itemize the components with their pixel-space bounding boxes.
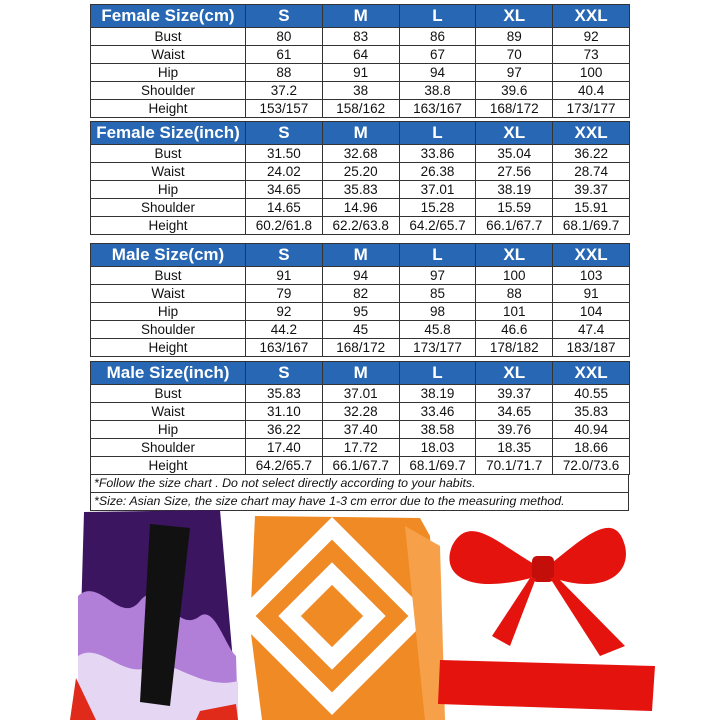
table-header-row: [91, 5, 630, 28]
table-cell: 34.65: [476, 403, 553, 421]
table-cell: 45: [322, 321, 399, 339]
size-header: M: [322, 362, 399, 385]
size-header: XXL: [553, 362, 630, 385]
size-header: S: [246, 122, 323, 145]
row-label: Hip: [91, 303, 246, 321]
table-cell: 40.94: [553, 421, 630, 439]
table-row: [91, 181, 630, 199]
table-cell: 88: [246, 64, 323, 82]
table-cell: 163/167: [399, 100, 476, 118]
row-label: Hip: [91, 181, 246, 199]
table-cell: 64: [322, 46, 399, 64]
table-row: [91, 64, 630, 82]
table-cell: 17.72: [322, 439, 399, 457]
table-row: [91, 385, 630, 403]
table-cell: 15.91: [553, 199, 630, 217]
table-cell: 38.8: [399, 82, 476, 100]
table-cell: 15.59: [476, 199, 553, 217]
table-row: [91, 403, 630, 421]
table-cell: 18.66: [553, 439, 630, 457]
table-cell: 18.35: [476, 439, 553, 457]
row-label: Height: [91, 457, 246, 475]
table-header-row: [91, 244, 630, 267]
table-row: [91, 339, 630, 357]
table-cell: 64.2/65.7: [246, 457, 323, 475]
table-cell: 26.38: [399, 163, 476, 181]
table-cell: 36.22: [246, 421, 323, 439]
row-label: Shoulder: [91, 439, 246, 457]
table-cell: 33.46: [399, 403, 476, 421]
table-cell: 64.2/65.7: [399, 217, 476, 235]
size-header: S: [246, 244, 323, 267]
size-header: M: [322, 122, 399, 145]
size-header: XXL: [553, 244, 630, 267]
size-header: XXL: [553, 5, 630, 28]
table-cell: 32.28: [322, 403, 399, 421]
table-row: [91, 303, 630, 321]
table-cell: 61: [246, 46, 323, 64]
table-cell: 35.83: [322, 181, 399, 199]
table-cell: 37.01: [322, 385, 399, 403]
table-cell: 103: [553, 267, 630, 285]
table-row: [91, 145, 630, 163]
table-cell: 95: [322, 303, 399, 321]
note-asian-size: *Size: Asian Size, the size chart may have 1-3 cm error due to the measuring method.: [91, 492, 628, 510]
table-cell: 60.2/61.8: [246, 217, 323, 235]
table-cell: 31.50: [246, 145, 323, 163]
purple-wave-robe-photo: [70, 510, 238, 720]
table-row: [91, 46, 630, 64]
table-cell: 62.2/63.8: [322, 217, 399, 235]
table-cell: 39.37: [553, 181, 630, 199]
table-cell: 15.28: [399, 199, 476, 217]
table-cell: 100: [553, 64, 630, 82]
table-cell: 38: [322, 82, 399, 100]
row-label: Height: [91, 339, 246, 357]
table-cell: 163/167: [246, 339, 323, 357]
table-cell: 83: [322, 28, 399, 46]
table-title: Female Size(inch): [91, 122, 246, 145]
male-size-cm-table: [90, 243, 630, 357]
size-header: XL: [476, 5, 553, 28]
table-cell: 39.76: [476, 421, 553, 439]
table-cell: 38.19: [476, 181, 553, 199]
table-cell: 33.86: [399, 145, 476, 163]
row-label: Waist: [91, 285, 246, 303]
table-cell: 86: [399, 28, 476, 46]
table-cell: 17.40: [246, 439, 323, 457]
row-label: Height: [91, 217, 246, 235]
table-cell: 34.65: [246, 181, 323, 199]
table-cell: 38.58: [399, 421, 476, 439]
size-header: M: [322, 244, 399, 267]
table-cell: 38.19: [399, 385, 476, 403]
row-label: Hip: [91, 64, 246, 82]
table-cell: 94: [399, 64, 476, 82]
table-cell: 94: [322, 267, 399, 285]
table-cell: 82: [322, 285, 399, 303]
orange-spiral-garment-photo: [233, 516, 445, 720]
size-header: XXL: [553, 122, 630, 145]
table-cell: 101: [476, 303, 553, 321]
table-cell: 27.56: [476, 163, 553, 181]
male-size-inch-table: [90, 361, 630, 475]
row-label: Shoulder: [91, 82, 246, 100]
table-header-row: [91, 122, 630, 145]
table-row: [91, 199, 630, 217]
table-cell: 173/177: [553, 100, 630, 118]
row-label: Hip: [91, 421, 246, 439]
size-header: L: [399, 5, 476, 28]
size-header: XL: [476, 362, 553, 385]
size-header: L: [399, 362, 476, 385]
table-cell: 44.2: [246, 321, 323, 339]
table-row: [91, 217, 630, 235]
table-row: [91, 100, 630, 118]
table-cell: 72.0/73.6: [553, 457, 630, 475]
table-cell: 68.1/69.7: [399, 457, 476, 475]
female-size-inch-table: [90, 121, 630, 235]
size-header: L: [399, 122, 476, 145]
table-cell: 18.03: [399, 439, 476, 457]
table-cell: 31.10: [246, 403, 323, 421]
table-cell: 183/187: [553, 339, 630, 357]
table-cell: 45.8: [399, 321, 476, 339]
table-cell: 100: [476, 267, 553, 285]
table-cell: 37.2: [246, 82, 323, 100]
table-cell: 178/182: [476, 339, 553, 357]
table-cell: 70.1/71.7: [476, 457, 553, 475]
table-cell: 73: [553, 46, 630, 64]
product-photos: [0, 506, 720, 720]
table-title: Female Size(cm): [91, 5, 246, 28]
table-cell: 14.65: [246, 199, 323, 217]
table-cell: 35.83: [246, 385, 323, 403]
table-cell: 40.4: [553, 82, 630, 100]
size-header: L: [399, 244, 476, 267]
table-title: Male Size(inch): [91, 362, 246, 385]
row-label: Bust: [91, 145, 246, 163]
red-sash-photo: [438, 660, 655, 711]
table-cell: 91: [553, 285, 630, 303]
table-cell: 37.01: [399, 181, 476, 199]
table-cell: 70: [476, 46, 553, 64]
table-cell: 92: [553, 28, 630, 46]
table-row: [91, 28, 630, 46]
table-cell: 158/162: [322, 100, 399, 118]
table-cell: 98: [399, 303, 476, 321]
table-cell: 168/172: [322, 339, 399, 357]
table-cell: 35.04: [476, 145, 553, 163]
table-cell: 40.55: [553, 385, 630, 403]
row-label: Shoulder: [91, 199, 246, 217]
table-header-row: [91, 362, 630, 385]
table-cell: 66.1/67.7: [476, 217, 553, 235]
size-header: S: [246, 5, 323, 28]
table-cell: 37.40: [322, 421, 399, 439]
row-label: Shoulder: [91, 321, 246, 339]
table-cell: 14.96: [322, 199, 399, 217]
table-cell: 24.02: [246, 163, 323, 181]
table-cell: 28.74: [553, 163, 630, 181]
table-cell: 66.1/67.7: [322, 457, 399, 475]
table-row: [91, 267, 630, 285]
table-cell: 32.68: [322, 145, 399, 163]
table-cell: 36.22: [553, 145, 630, 163]
table-row: [91, 82, 630, 100]
female-size-cm-table: [90, 4, 630, 118]
row-label: Waist: [91, 163, 246, 181]
table-row: [91, 163, 630, 181]
table-cell: 47.4: [553, 321, 630, 339]
table-cell: 79: [246, 285, 323, 303]
table-cell: 68.1/69.7: [553, 217, 630, 235]
table-cell: 97: [476, 64, 553, 82]
table-cell: 85: [399, 285, 476, 303]
row-label: Bust: [91, 267, 246, 285]
size-header: M: [322, 5, 399, 28]
table-row: [91, 321, 630, 339]
row-label: Bust: [91, 28, 246, 46]
table-cell: 67: [399, 46, 476, 64]
table-title: Male Size(cm): [91, 244, 246, 267]
table-cell: 39.37: [476, 385, 553, 403]
table-cell: 80: [246, 28, 323, 46]
table-cell: 92: [246, 303, 323, 321]
note-follow-chart: *Follow the size chart . Do not select directly according to your habits.: [94, 476, 476, 490]
size-header: S: [246, 362, 323, 385]
table-cell: 91: [322, 64, 399, 82]
size-header: XL: [476, 244, 553, 267]
row-label: Waist: [91, 403, 246, 421]
table-cell: 104: [553, 303, 630, 321]
table-row: [91, 439, 630, 457]
table-row: [91, 285, 630, 303]
size-header: XL: [476, 122, 553, 145]
red-bow-photo: [449, 528, 626, 656]
table-cell: 88: [476, 285, 553, 303]
row-label: Bust: [91, 385, 246, 403]
table-cell: 46.6: [476, 321, 553, 339]
table-row: [91, 421, 630, 439]
table-row: [91, 457, 630, 475]
table-cell: 35.83: [553, 403, 630, 421]
table-cell: 89: [476, 28, 553, 46]
table-cell: 97: [399, 267, 476, 285]
row-label: Height: [91, 100, 246, 118]
table-cell: 25.20: [322, 163, 399, 181]
row-label: Waist: [91, 46, 246, 64]
table-cell: 173/177: [399, 339, 476, 357]
table-cell: 153/157: [246, 100, 323, 118]
table-cell: 168/172: [476, 100, 553, 118]
table-cell: 91: [246, 267, 323, 285]
table-cell: 39.6: [476, 82, 553, 100]
